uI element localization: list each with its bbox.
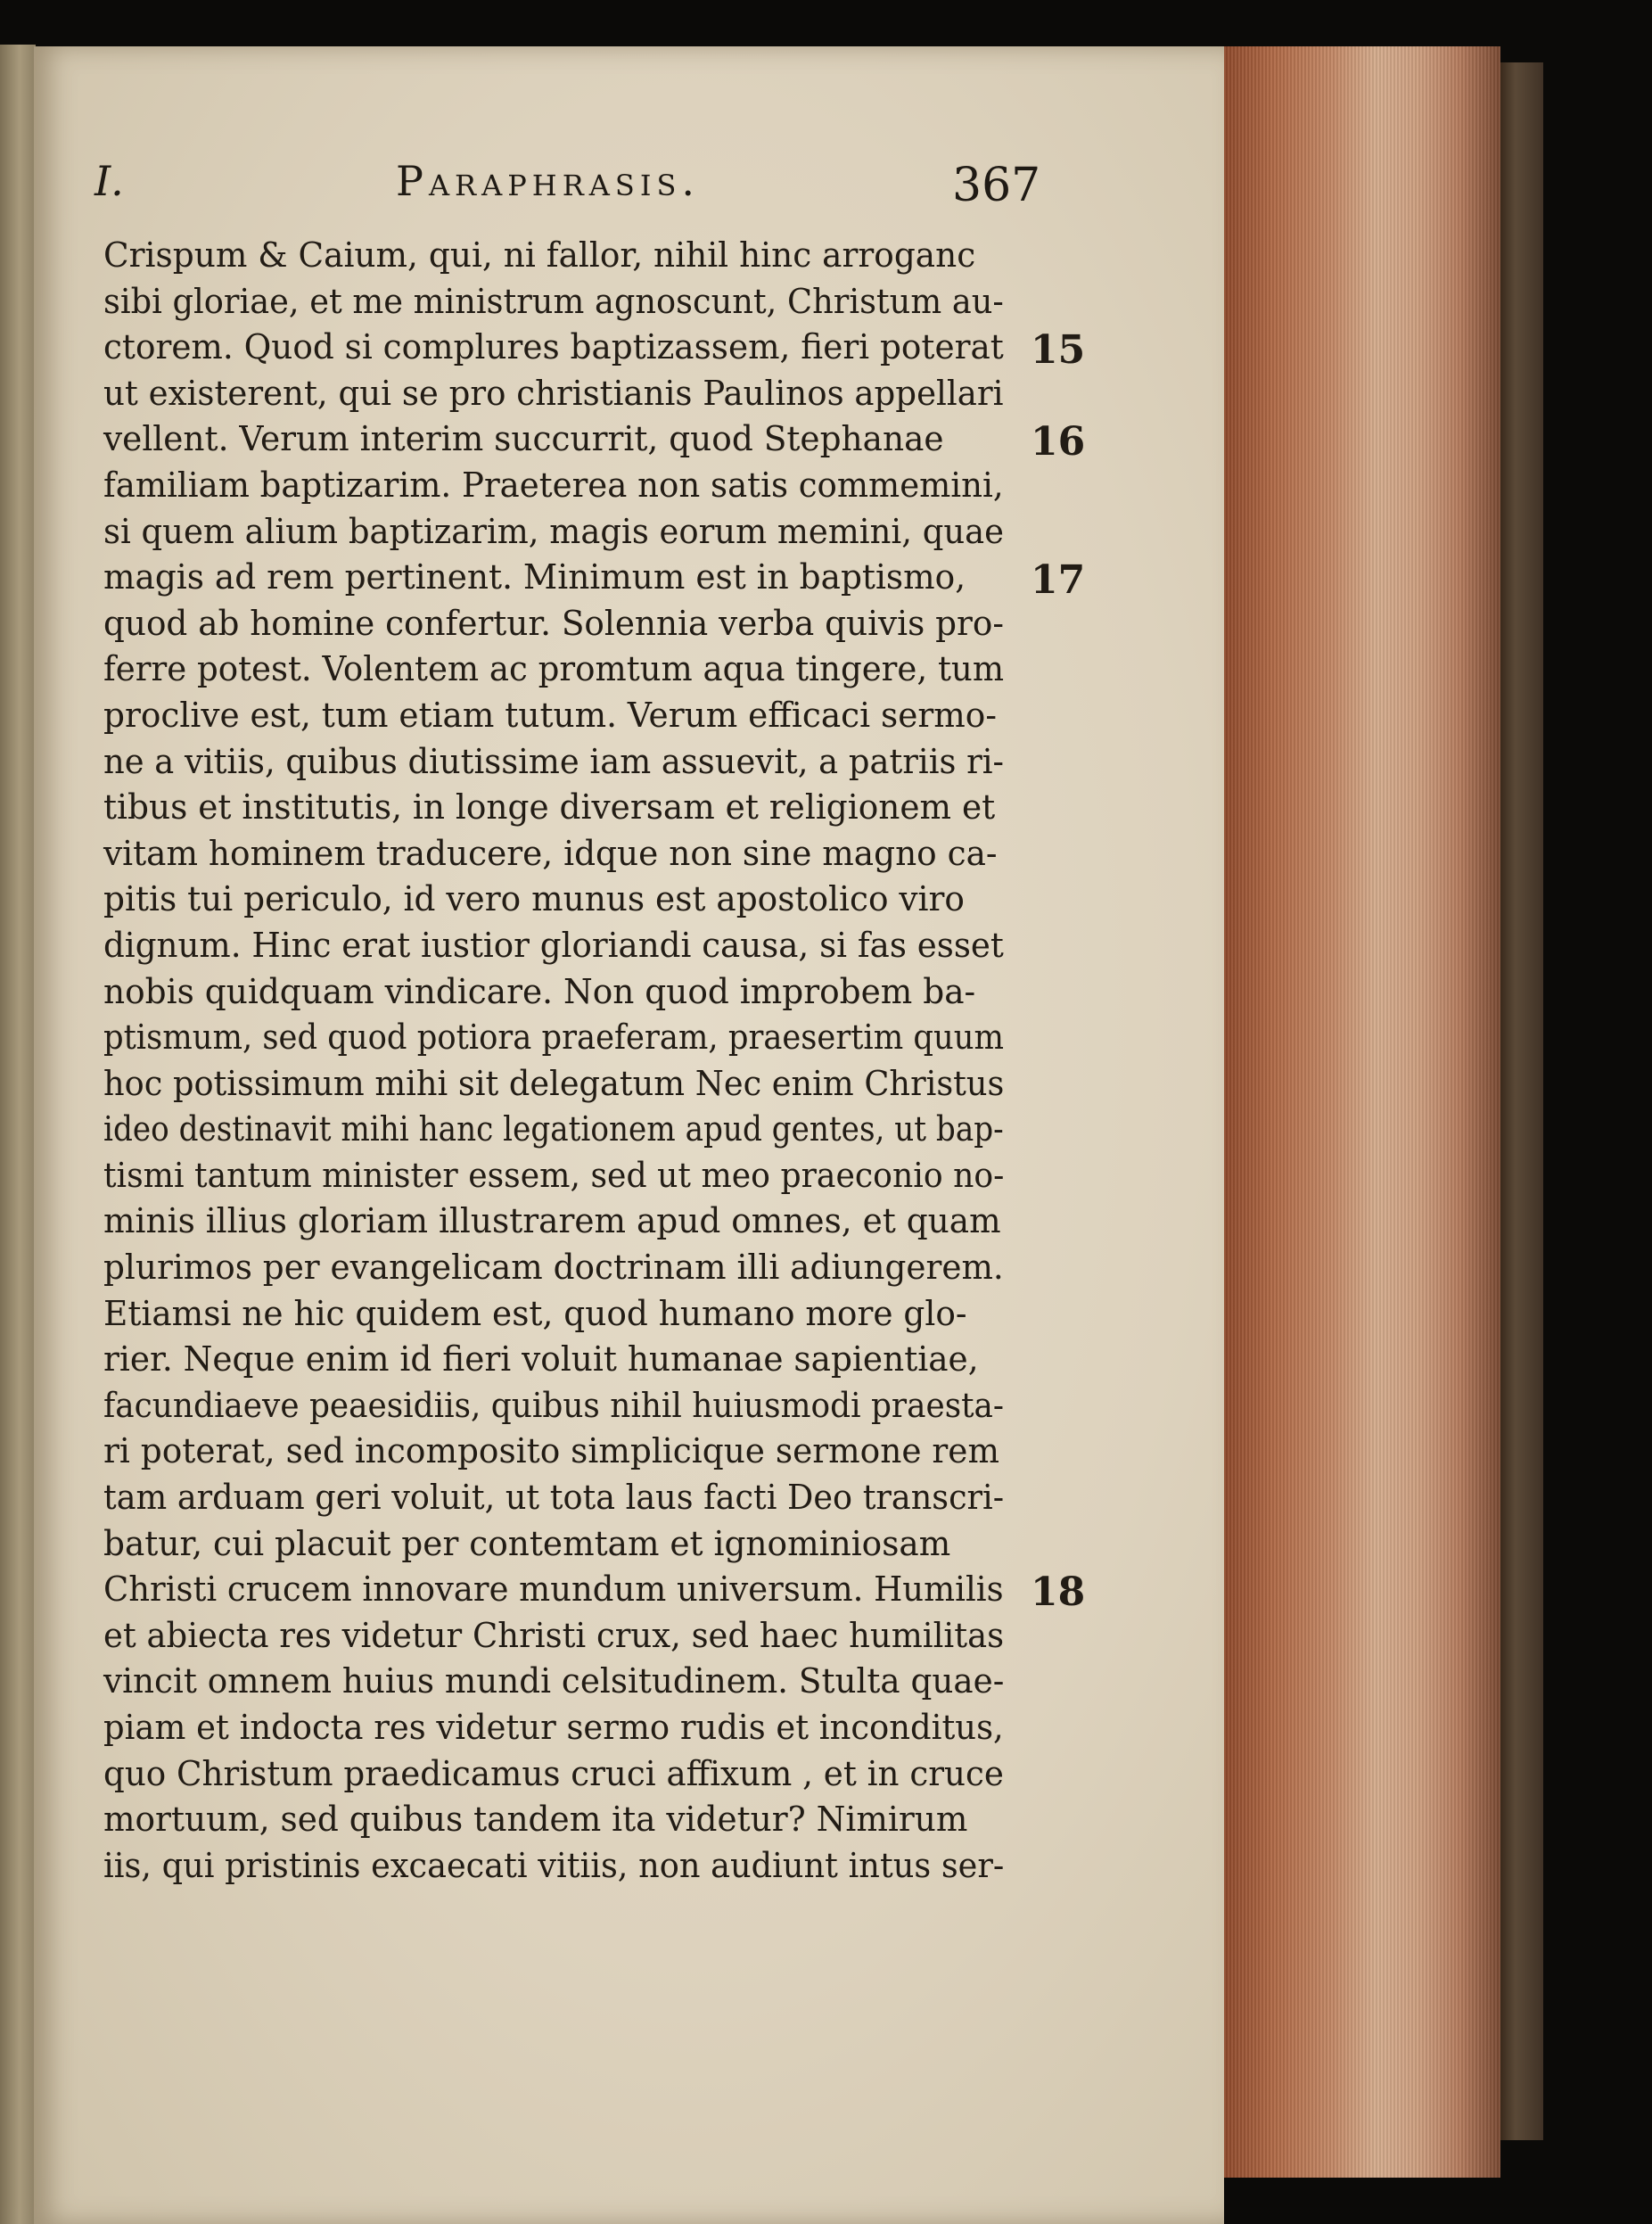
line-text: vellent. Verum interim succurrit, quod Stephanae (103, 420, 944, 460)
verse-number: 17 (1031, 557, 1086, 604)
line-text: si quem alium baptizarim, magis eorum memini, quae (103, 512, 1005, 552)
facing-page-edge (0, 45, 36, 2224)
line-text: plurimos per evangelicam doctrinam illi adiungerem. (103, 1248, 1004, 1289)
text-line (103, 510, 1022, 556)
text-line (103, 1062, 1022, 1108)
running-head (89, 153, 1070, 216)
line-text: quod ab homine confertur. Solennia verba quivis pro- (103, 604, 1004, 644)
line-text: tam arduam geri voluit, ut tota laus facti Deo transcri- (103, 1479, 1005, 1519)
line-text: batur, cui placuit per contemtam et ignominiosam (103, 1524, 951, 1564)
line-text: tismi tantum minister essem, sed ut meo praeconio no- (103, 1156, 1005, 1196)
text-line (103, 786, 1022, 832)
text-line (103, 1660, 1022, 1706)
verse-number: 16 (1031, 419, 1086, 465)
text-line (103, 1798, 1022, 1844)
text-line (103, 1844, 1022, 1890)
text-line (103, 1476, 1022, 1522)
text-line (103, 372, 1022, 418)
page-fore-edge (1224, 46, 1500, 2178)
text-line (103, 602, 1022, 648)
text-line (103, 1614, 1022, 1660)
binding-shadow (1500, 62, 1543, 2140)
text-line (103, 1199, 1022, 1246)
line-text: Crispum & Caium, qui, ni fallor, nihil hinc arroganc (103, 236, 976, 276)
line-text: proclive est, tum etiam tutum. Verum efficaci sermo- (103, 696, 998, 736)
text-line (103, 1522, 1022, 1569)
text-line (103, 1429, 1022, 1476)
line-text: rier. Neque enim id fieri voluit humanae sapientiae, (103, 1340, 979, 1380)
line-text: nobis quidquam vindicare. Non quod improbem ba- (103, 972, 976, 1012)
line-text: tibus et institutis, in longe diversam et religionem et (103, 788, 996, 828)
text-line (103, 1246, 1022, 1292)
line-text: magis ad rem pertinent. Minimum est in baptismo, (103, 558, 966, 598)
text-line (103, 970, 1022, 1017)
line-text: mortuum, sed quibus tandem ita videtur? Nimirum (103, 1800, 968, 1841)
line-text: quo Christum praedicamus cruci affixum , et in cruce (103, 1754, 1004, 1794)
text-line (103, 1338, 1022, 1384)
line-text: Christi crucem innovare mundum universum. Humilis (103, 1570, 1004, 1610)
line-text: ut existerent, qui se pro christianis Paulinos appellari (103, 374, 1004, 414)
text-line (103, 1706, 1022, 1752)
text-line (103, 1752, 1022, 1799)
line-text: ferre potest. Volentem ac promtum aqua tingere, tum (103, 650, 1005, 690)
line-text: sibi gloriae, et me ministrum agnoscunt, Christum au- (103, 282, 1004, 322)
line-text: pitis tui periculo, id vero munus est apostolico viro (103, 880, 965, 920)
line-text: minis illius gloriam illustrarem apud omnes, et quam (103, 1202, 1001, 1242)
line-text: iis, qui pristinis excaecati vitiis, non audiunt intus ser- (103, 1846, 1005, 1886)
line-text: ri poterat, sed incomposito simplicique sermone rem (103, 1432, 999, 1472)
text-line (103, 464, 1022, 510)
text-line (103, 1108, 1022, 1154)
text-line (103, 1154, 1022, 1200)
line-text: piam et indocta res videtur sermo rudis et inconditus, (103, 1709, 1004, 1748)
line-text: hoc potissimum mihi sit delegatum Nec enim Christus (103, 1064, 1005, 1104)
text-line (103, 647, 1022, 694)
text-line (103, 1568, 1086, 1616)
text-line (103, 832, 1022, 878)
verse-number: 15 (1031, 327, 1086, 374)
text-line (103, 1384, 1022, 1430)
line-text: familiam baptizarim. Praeterea non satis commemini, (103, 465, 1004, 506)
text-line (103, 740, 1022, 787)
line-text: et abiecta res videtur Christi crux, sed haec humilitas (103, 1616, 1005, 1656)
line-text: ne a vitiis, quibus diutissime iam assuevit, a patriis ri- (103, 742, 1005, 782)
line-text: ideo destinavit mihi hanc legationem apud gentes, ut bap- (103, 1110, 1004, 1150)
text-line (103, 280, 1022, 326)
line-text: ptismum, sed quod potiora praeferam, praesertim quum (103, 1018, 1005, 1058)
text-line (103, 1292, 1022, 1339)
running-title: Paraphrasis. (396, 157, 701, 205)
text-line (103, 1016, 1022, 1062)
text-line (103, 694, 1022, 740)
text-line (103, 417, 1086, 465)
line-text: ctorem. Quod si complures baptizassem, fieri poterat (103, 328, 1004, 368)
body-text (103, 234, 1086, 1890)
line-text: facundiaeve peaesidiis, quibus nihil huiusmodi praesta- (103, 1386, 1005, 1426)
line-text: vincit omnem huius mundi celsitudinem. Stulta quae- (103, 1662, 1005, 1702)
line-text: vitam hominem traducere, idque non sine magno ca- (103, 834, 998, 874)
line-text: dignum. Hinc erat iustior gloriandi causa, si fas esset (103, 926, 1004, 966)
page-number: 367 (952, 159, 1041, 212)
text-line (103, 556, 1086, 604)
chapter-number: I. (95, 157, 124, 205)
line-text: Etiamsi ne hic quidem est, quod humano more glo- (103, 1294, 967, 1334)
text-line (103, 924, 1022, 970)
text-line (103, 877, 1022, 924)
text-line (103, 325, 1086, 374)
text-line (103, 234, 1022, 280)
verse-number: 18 (1031, 1569, 1086, 1616)
